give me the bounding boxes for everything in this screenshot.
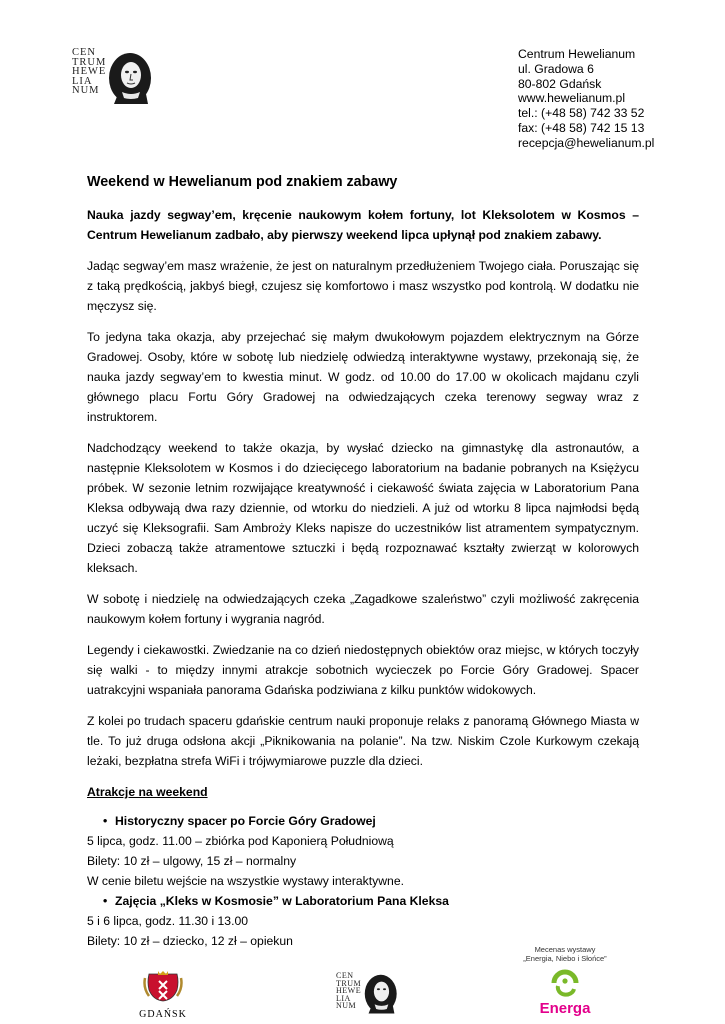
- footer-logo-line: CEN: [336, 971, 354, 980]
- gdansk-label: GDAŃSK: [139, 1009, 187, 1020]
- logo-line: CEN: [72, 47, 96, 58]
- energa-logo-icon: [550, 969, 580, 997]
- logo-line: TRUM: [72, 56, 107, 68]
- logo-line: LIA: [72, 75, 93, 87]
- hevelius-portrait-icon: [108, 50, 158, 104]
- gdansk-crest-icon: [143, 970, 183, 1002]
- footer-logo-line: TRUM: [336, 978, 362, 988]
- attraction-detail: Bilety: 10 zł – dziecko, 12 zł – opiekun: [87, 934, 293, 948]
- contact-email[interactable]: recepcja@hewelianum.pl: [518, 135, 655, 150]
- gdansk-logo: [138, 970, 188, 1020]
- paragraph: W sobotę i niedzielę na odwiedzających czeka „Zagadkowe szaleństwo” czyli możliwość zakręcenia naukowym kołem fortuny i wygrania nagród.: [87, 592, 639, 626]
- contact-block: [518, 47, 654, 151]
- contact-phone: tel.: (+48 58) 742 33 52: [518, 106, 645, 121]
- logo-lettering: [72, 48, 106, 96]
- paragraph: Z kolei po trudach spaceru gdańskie centrum nauki proponuje relaks z panoramą Głównego Miasta w tle. To już druga odsłona akcji „Piknikowania na polanie”. Na tzw. Niskim Czole Kurkowym czekają leżaki, bezpłatna strefa WiFi i trójwymiarowe puzzle dla dzieci.: [87, 714, 639, 768]
- hevelius-portrait-icon: [364, 972, 402, 1014]
- attraction-title: • Historyczny spacer po Forcie Góry Gradowej: [87, 811, 639, 831]
- article-lead: Nauka jazdy segway’em, kręcenie naukowym kołem fortuny, lot Kleksolotem w Kosmos – Centrum Hewelianum zadbało, aby pierwszy weekend lipca upłynął pod znakiem zabawy.: [87, 208, 639, 242]
- energa-label: Energa: [539, 1000, 591, 1017]
- sponsor-caption: Mecenas wystawy: [534, 945, 596, 954]
- footer-logo-lettering: [336, 972, 361, 1010]
- contact-city: 80-802 Gdańsk: [518, 76, 602, 91]
- footer-logo-line: HEWE: [336, 986, 362, 996]
- paragraph: Nadchodzący weekend to także okazja, by wysłać dziecko na gimnastykę dla astronautów, a następnie Kleksolotem w Kosmos i do dziecięcego laboratorium na badanie pobranych na Księżycu próbek. W sezonie letnim rozwijające kreatywność i ciekawość świata zajęcia w Laboratorium Pana Kleksa odbywają dwa razy dziennie, od wtorku do niedzieli. A już od wtorku 8 lipca najmłodsi będą uczyć się Kleksografii. Sam Ambroży Kleks napisze do uczestników list atramentem sympatycznym. Dzieci zobaczą także atramentowe sztuczki i będą rozpoznawać kształty zwierząt w kolorowych kleksach.: [87, 441, 639, 575]
- contact-website[interactable]: www.hewelianum.pl: [518, 91, 626, 106]
- paragraph: Jadąc segway’em masz wrażenie, że jest on naturalnym przedłużeniem Twojego ciała. Poruszając się z taką prędkością, jakbyś biegł, czujesz się komfortowo i masz wszystko pod kontrolą. W dodatku nie męczysz się.: [87, 259, 639, 313]
- logo-line: NUM: [72, 85, 100, 97]
- attraction-detail: 5 lipca, godz. 11.00 – zbiórka pod Kaponierą Południową: [87, 834, 394, 848]
- section-title: Atrakcje na weekend: [87, 785, 208, 799]
- attraction-title: • Zajęcia „Kleks w Kosmosie” w Laboratorium Pana Kleksa: [87, 891, 639, 911]
- hewelianum-logo: [72, 48, 164, 104]
- paragraph: To jedyna taka okazja, aby przejechać się małym dwukołowym pojazdem elektrycznym na Górze Gradowej. Osoby, które w sobotę lub niedzielę odwiedzą interaktywne wystawy, przekonają się, że nauka jazdy segway’em to kwestia minut. W godz. od 10.00 do 17.00 w okolicach majdanu czyli głównego placu Fortu Góry Gradowej na odwiedzających czeka terenowy segway wraz z instruktorem.: [87, 330, 639, 424]
- attraction-detail: W cenie biletu wejście na wszystkie wystawy interaktywne.: [87, 874, 404, 888]
- footer-logo-line: NUM: [336, 1001, 357, 1011]
- footer-logo-line: LIA: [336, 993, 351, 1003]
- energa-sponsor: [510, 945, 620, 1017]
- article-title: Weekend w Hewelianum pod znakiem zabawy: [87, 174, 398, 190]
- attraction-detail: Bilety: 10 zł – ulgowy, 15 zł – normalny: [87, 854, 297, 868]
- paragraph: Legendy i ciekawostki. Zwiedzanie na co dzień niedostępnych obiektów oraz miejsc, w których toczyły się walki - to między innymi atrakcje sobotnich wycieczek po Forcie Góry Gradowej. Spacer uatrakcyjni wspaniała panorama Gdańska podziwiana z kilku punktów widokowych.: [87, 643, 639, 697]
- contact-name: Centrum Hewelianum: [518, 47, 636, 61]
- contact-street: ul. Gradowa 6: [518, 61, 594, 76]
- hewelianum-footer-logo: [336, 972, 406, 1016]
- attraction-detail: 5 i 6 lipca, godz. 11.30 i 13.00: [87, 914, 249, 928]
- contact-fax: fax: (+48 58) 742 15 13: [518, 120, 645, 135]
- press-release: [87, 172, 639, 951]
- logo-line: HEWE: [72, 66, 107, 78]
- sponsor-exhibition: „Energia, Niebo i Słońce”: [523, 954, 607, 963]
